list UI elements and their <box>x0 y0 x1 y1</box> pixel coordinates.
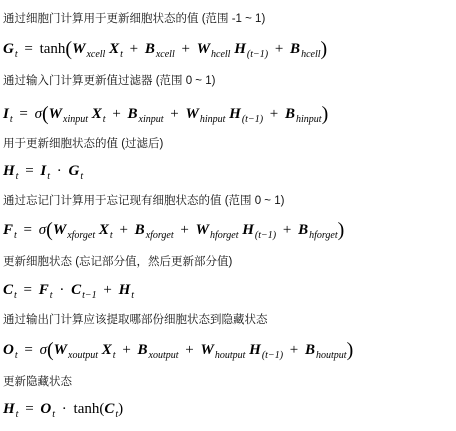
plus-sign: + <box>112 106 121 122</box>
function-name: σ <box>34 106 42 122</box>
equals-sign: = <box>23 222 33 238</box>
equals-sign: = <box>24 342 33 358</box>
hidden-prev-sub: (t−1) <box>246 49 269 60</box>
hidden-prev-sub: (t−1) <box>261 350 284 361</box>
bias-x-sub: xforget <box>145 230 174 241</box>
filtered-term-sub: t <box>131 290 135 301</box>
equation-cell-update <box>3 279 134 301</box>
right-paren: ) <box>337 219 345 241</box>
note-output-gate: 通过输出门计算应该提取哪部份细胞状态到隐藏状态 <box>3 314 268 326</box>
plus-sign: + <box>274 41 284 57</box>
left-paren: ( <box>99 401 105 417</box>
plus-sign: + <box>129 41 139 57</box>
filtered-term: H <box>118 282 131 298</box>
dot-operator: · <box>61 401 67 417</box>
plus-sign: + <box>185 342 194 358</box>
hidden-prev: H <box>249 342 261 358</box>
eq-lhs-sub: t <box>14 230 17 241</box>
equation-filtered-value <box>3 160 83 182</box>
eq-lhs: G <box>3 41 14 57</box>
input-x: X <box>91 106 102 122</box>
weight-x-sub: xoutput <box>68 350 99 361</box>
equation-hidden-update <box>3 398 123 420</box>
plus-sign: + <box>119 222 128 238</box>
equation-output-gate <box>3 339 353 361</box>
weight-x-sub: xinput <box>63 114 89 125</box>
dot-operator: · <box>59 282 65 298</box>
equals-sign: = <box>23 282 33 298</box>
weight-h: W <box>195 222 209 238</box>
plus-sign: + <box>103 282 112 298</box>
weight-h: W <box>196 41 211 57</box>
equation-input-gate <box>3 103 328 125</box>
bias-x-sub: xoutput <box>148 350 179 361</box>
note-hidden-update: 更新隐藏状态 <box>3 376 72 388</box>
forget-term-sub: t <box>49 290 53 301</box>
weight-h-sub: hforget <box>209 230 239 241</box>
weight-x: W <box>48 106 63 122</box>
right-paren: ) <box>321 103 329 125</box>
function-name: tanh <box>39 41 66 57</box>
bias-x-sub: xcell <box>155 49 175 60</box>
left-paren: ( <box>47 339 54 361</box>
plus-sign: + <box>170 106 179 122</box>
bias-x: B <box>144 41 155 57</box>
bias-x: B <box>137 342 148 358</box>
weight-h-sub: houtput <box>214 350 246 361</box>
eq-lhs-sub: t <box>14 290 17 301</box>
hidden-prev: H <box>234 41 246 57</box>
plus-sign: + <box>282 222 292 238</box>
right-paren: ) <box>346 339 354 361</box>
plus-sign: + <box>122 342 131 358</box>
weight-x-sub: xcell <box>86 49 106 60</box>
bias-h-sub: houtput <box>316 350 347 361</box>
candidate-term: G <box>68 163 80 179</box>
input-x: X <box>101 342 112 358</box>
hidden-prev: H <box>242 222 254 238</box>
equals-sign: = <box>19 106 28 122</box>
eq-lhs-sub: t <box>14 49 18 60</box>
eq-lhs: I <box>3 106 9 122</box>
eq-lhs-sub: t <box>15 409 19 420</box>
input-x: X <box>109 41 120 57</box>
plus-sign: + <box>269 106 279 122</box>
input-gate-term-sub: t <box>47 171 51 182</box>
note-candidate-gate: 通过细胞门计算用于更新细胞状态的值 (范围 -1 ~ 1) <box>3 13 266 25</box>
input-x-sub: t <box>102 114 106 125</box>
bias-h: B <box>305 342 316 358</box>
note-forget-gate: 通过忘记门计算用于忘记现有细胞状态的值 (范围 0 ~ 1) <box>3 195 285 207</box>
weight-x: W <box>53 342 68 358</box>
note-cell-update: 更新细胞状态 (忘记部分值，然后更新部分值) <box>3 256 233 268</box>
eq-lhs: C <box>3 282 14 298</box>
candidate-term-sub: t <box>80 171 84 182</box>
output-gate-term: O <box>40 401 52 417</box>
weight-h: W <box>200 342 214 358</box>
bias-x: B <box>134 222 145 238</box>
cell-prev-sub: t−1 <box>82 290 97 301</box>
note-input-gate: 通过输入门计算更新值过滤器 (范围 0 ~ 1) <box>3 75 216 87</box>
input-x-sub: t <box>112 350 116 361</box>
weight-x: W <box>52 222 67 238</box>
left-paren: ( <box>42 103 49 125</box>
note-filtered-value: 用于更新细胞状态的值 (过滤后) <box>3 138 164 150</box>
eq-lhs-sub: t <box>15 171 19 182</box>
weight-h-sub: hcell <box>211 49 231 60</box>
weight-x: W <box>72 41 86 57</box>
left-paren: ( <box>46 219 53 241</box>
equation-forget-gate <box>3 219 344 241</box>
plus-sign: + <box>181 41 190 57</box>
function-name: σ <box>39 342 47 358</box>
equals-sign: = <box>25 401 34 417</box>
bias-h: B <box>285 106 296 122</box>
function-name: tanh <box>73 401 100 417</box>
input-x: X <box>98 222 109 238</box>
eq-lhs: O <box>3 342 14 358</box>
weight-x-sub: xforget <box>67 230 96 241</box>
right-paren: ) <box>320 38 328 60</box>
bias-h-sub: hcell <box>301 49 321 60</box>
input-x-sub: t <box>109 230 113 241</box>
bias-h-sub: hforget <box>309 230 338 241</box>
bias-x: B <box>127 106 138 122</box>
right-paren: ) <box>118 401 124 417</box>
forget-term: F <box>38 282 49 298</box>
bias-h: B <box>298 222 309 238</box>
eq-lhs-sub: t <box>9 114 13 125</box>
hidden-prev-sub: (t−1) <box>241 114 264 125</box>
eq-lhs: H <box>3 163 15 179</box>
cell-term: C <box>104 401 115 417</box>
cell-prev: C <box>71 282 82 298</box>
eq-lhs-sub: t <box>14 350 18 361</box>
cell-term-sub: t <box>115 409 119 420</box>
weight-h: W <box>185 106 199 122</box>
output-gate-term-sub: t <box>52 409 56 420</box>
input-gate-term: I <box>40 163 47 179</box>
equals-sign: = <box>24 41 33 57</box>
equation-candidate <box>3 38 327 60</box>
weight-h-sub: hinput <box>199 114 226 125</box>
hidden-prev: H <box>229 106 241 122</box>
plus-sign: + <box>289 342 299 358</box>
bias-x-sub: xinput <box>138 114 164 125</box>
left-paren: ( <box>65 38 73 60</box>
equals-sign: = <box>25 163 34 179</box>
eq-lhs: F <box>3 222 14 238</box>
function-name: σ <box>38 222 47 238</box>
bias-h: B <box>290 41 301 57</box>
eq-lhs: H <box>3 401 15 417</box>
plus-sign: + <box>180 222 189 238</box>
dot-operator: · <box>56 163 62 179</box>
bias-h-sub: hinput <box>296 114 322 125</box>
hidden-prev-sub: (t−1) <box>254 230 277 241</box>
input-x-sub: t <box>120 49 123 60</box>
